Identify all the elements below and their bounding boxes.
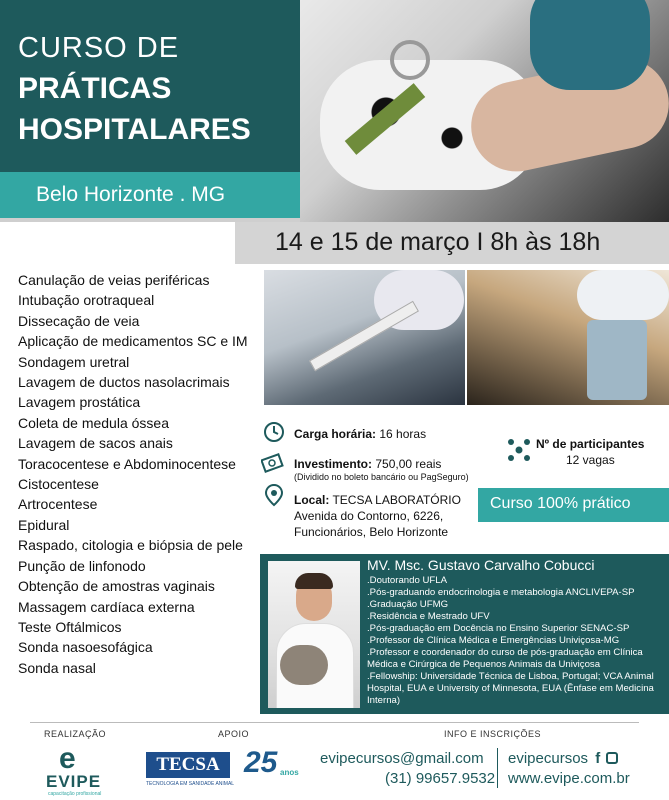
location-label: Local: [294,493,330,507]
title-box [0,0,300,172]
date-text: 14 e 15 de março I 8h às 18h [275,228,601,256]
location-banner [0,172,300,218]
location-pin-icon [263,483,285,505]
workload-value: 16 horas [379,427,427,441]
realization-label: REALIZAÇÃO [44,729,107,739]
list-item: Intubação orotraqueal [18,292,155,309]
procedure-photo-catheter [264,270,465,405]
list-item: .Professor e coordenador do curso de pós-graduação em Clínica Médica e Cirúrgica de Pequenos Animais da Univiçosa [367,647,643,670]
workload-info [294,427,426,441]
investment-info [294,457,441,471]
course-title-line3: HOSPITALARES [18,113,251,146]
tecsa-name: TECSA [156,754,220,775]
instructor-name: MV. Msc. Gustavo Carvalho Cobucci [367,557,595,573]
anniversary-word: anos [280,768,299,777]
list-item: Punção de linfonodo [18,557,146,574]
hero-photo [300,0,669,222]
participants-value: 12 vagas [566,453,615,467]
list-item: Sonda nasoesofágica [18,639,153,656]
facebook-icon[interactable]: f [595,750,601,767]
contact-label: INFO E INSCRIÇÕES [444,729,542,739]
list-item: .Professor de Clínica Médica e Emergências Univiçosa-MG [367,635,620,646]
participants-label: Nº de participantes [536,437,645,451]
evipe-logo [46,742,106,798]
instructor-photo [268,561,360,708]
list-item: Aplicação de medicamentos SC e IM [18,333,248,350]
social-handle-text[interactable]: evipecursos [508,750,589,767]
list-item: Massagem cardíaca externa [18,598,195,615]
list-item: Sondagem uretral [18,353,130,370]
list-item: Canulação de veias periféricas [18,272,210,288]
investment-value: 750,00 reais [375,457,442,471]
address-line2: Funcionários, Belo Horizonte [294,525,449,539]
location-info [294,493,461,507]
list-item: Sonda nasal [18,659,96,676]
contact-email[interactable]: evipecursos@gmail.com [320,750,484,767]
list-item: Epidural [18,516,70,533]
practical-badge-text: Curso 100% prático [490,495,631,512]
investment-label: Investimento: [294,457,373,471]
contact-phone[interactable]: (31) 99657.9532 [385,770,496,787]
location-text: Belo Horizonte . MG [36,183,226,206]
list-item: .Doutorando UFLA [367,575,447,586]
list-item: Coleta de medula óssea [18,414,169,431]
anniversary-number: 25 [244,746,278,779]
practical-badge [478,488,669,522]
website-link[interactable]: www.evipe.com.br [508,770,630,787]
evipe-name: EVIPE [46,772,102,791]
evipe-mark-icon: e [59,742,76,775]
investment-note: (Dividido no boleto bancário ou PagSeguro) [294,472,469,482]
procedure-list [18,270,248,678]
list-item: .Residência e Mestrado UFV [367,611,490,622]
instagram-icon[interactable] [606,752,618,764]
list-item: Cistocentese [18,476,99,493]
course-title-line1: CURSO DE [18,32,180,64]
list-item: Obtenção de amostras vaginais [18,578,215,595]
location-value: TECSA LABORATÓRIO [332,493,461,507]
list-item: .Fellowship: Universidade Técnica de Lisboa, Portugal; VCA Animal Hospital, EUA e University of Minnesota, EUA (Ênfase em Medicina Interna) [367,671,654,706]
contact-separator [497,748,498,788]
list-item: .Graduação UFMG [367,599,449,610]
list-item: Lavagem de sacos anais [18,435,173,452]
list-item: .Pós-graduando endocrinologia e metabologia ANCLIVEPA-SP [367,587,635,598]
clock-icon [263,421,285,443]
footer-divider [30,722,639,723]
list-item: Teste Oftálmicos [18,618,122,635]
list-item: Raspado, citologia e biópsia de pele [18,537,243,554]
list-item: .Pós-graduação em Docência no Ensino Superior SENAC-SP [367,623,630,634]
list-item: Dissecação de veia [18,312,140,329]
date-band [235,222,669,264]
list-item: Toracocentese e Abdominocentese [18,455,236,472]
evipe-tagline: capacitação profissional [48,791,102,797]
social-handle[interactable] [508,750,618,767]
money-icon [261,452,283,474]
workload-label: Carga horária: [294,427,377,441]
instructor-qualifications [367,575,665,707]
procedure-photo-intubation [467,270,669,405]
address-line1: Avenida do Contorno, 6226, [294,509,444,523]
list-item: Lavagem prostática [18,394,141,411]
list-item: Artrocentese [18,496,98,513]
list-item: Lavagem de ductos nasolacrimais [18,374,230,391]
people-icon [507,438,531,462]
tecsa-logo [146,752,230,778]
anniversary-badge [236,746,306,786]
tecsa-tagline: TECNOLOGIA EM SANIDADE ANIMAL [146,781,235,787]
course-title-line2: PRÁTICAS [18,72,172,105]
support-label: APOIO [218,729,250,739]
